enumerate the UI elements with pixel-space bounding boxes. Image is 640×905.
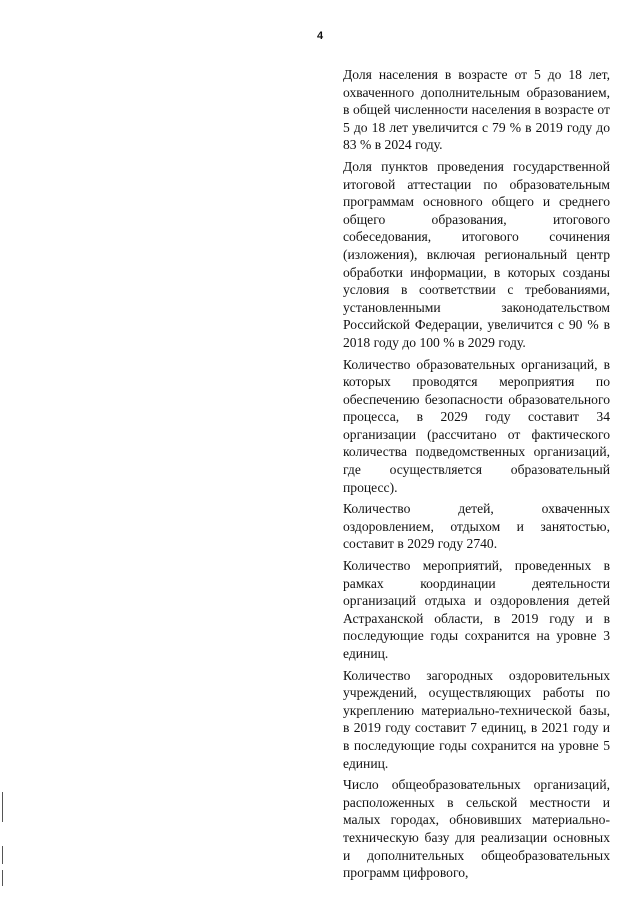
page-number: 4 [316, 30, 324, 42]
text-column [343, 66, 610, 886]
paragraph-coordination-events: Количество мероприятий, проведенных в рамках координации деятельности организаций отдыха и оздоровления детей Астраханской области, в 2019 году и в последующие годы сохранится на уровне 3 единиц. [343, 558, 610, 661]
paragraph-children-recreation: Количество детей, охваченных оздоровлением, отдыхом и занятостью, составит в 2029 году 2740. [343, 501, 610, 552]
paragraph-rural-schools: Число общеобразовательных организаций, расположенных в сельской местности и малых городах, обновивших материально-техническую базу для реализации основных и дополнительных общеобразовательных программ цифрового, [343, 777, 610, 881]
paragraph-safety-organizations: Количество образовательных организаций, в которых проводятся мероприятия по обеспечению безопасности образовательного процесса, в 2029 году составит 34 организации (рассчитано от фактического количества подведомственных организаций, где осуществляется образовательный процесс). [343, 356, 610, 495]
scan-edge-mark [2, 792, 3, 822]
scan-edge-mark [2, 870, 3, 886]
paragraph-attestation-points: Доля пунктов проведения государственной итоговой аттестации по образовательным программам основного общего и среднего общего образования, итогового собеседования, итогового сочинения (изложения), включая региональный центр обработки информации, в которых созданы условия в соответствии с требованиями, установленными законодательством Российской Федерации, увеличится с 90 % в 2018 году до 100 % в 2029 году. [343, 158, 610, 350]
paragraph-population-share: Доля населения в возрасте от 5 до 18 лет, охваченного дополнительным образованием, в общей численности населения в возрасте от 5 до 18 лет увеличится с 79 % в 2019 году до 83 % в 2024 году. [343, 67, 610, 153]
paragraph-country-camps: Количество загородных оздоровительных учреждений, осуществляющих работы по укреплению материально-технической базы, в 2019 году составит 7 единиц, в 2021 году и в последующие годы сохранится на уровне 5 единиц. [343, 667, 610, 771]
scan-edge-mark [2, 846, 3, 864]
